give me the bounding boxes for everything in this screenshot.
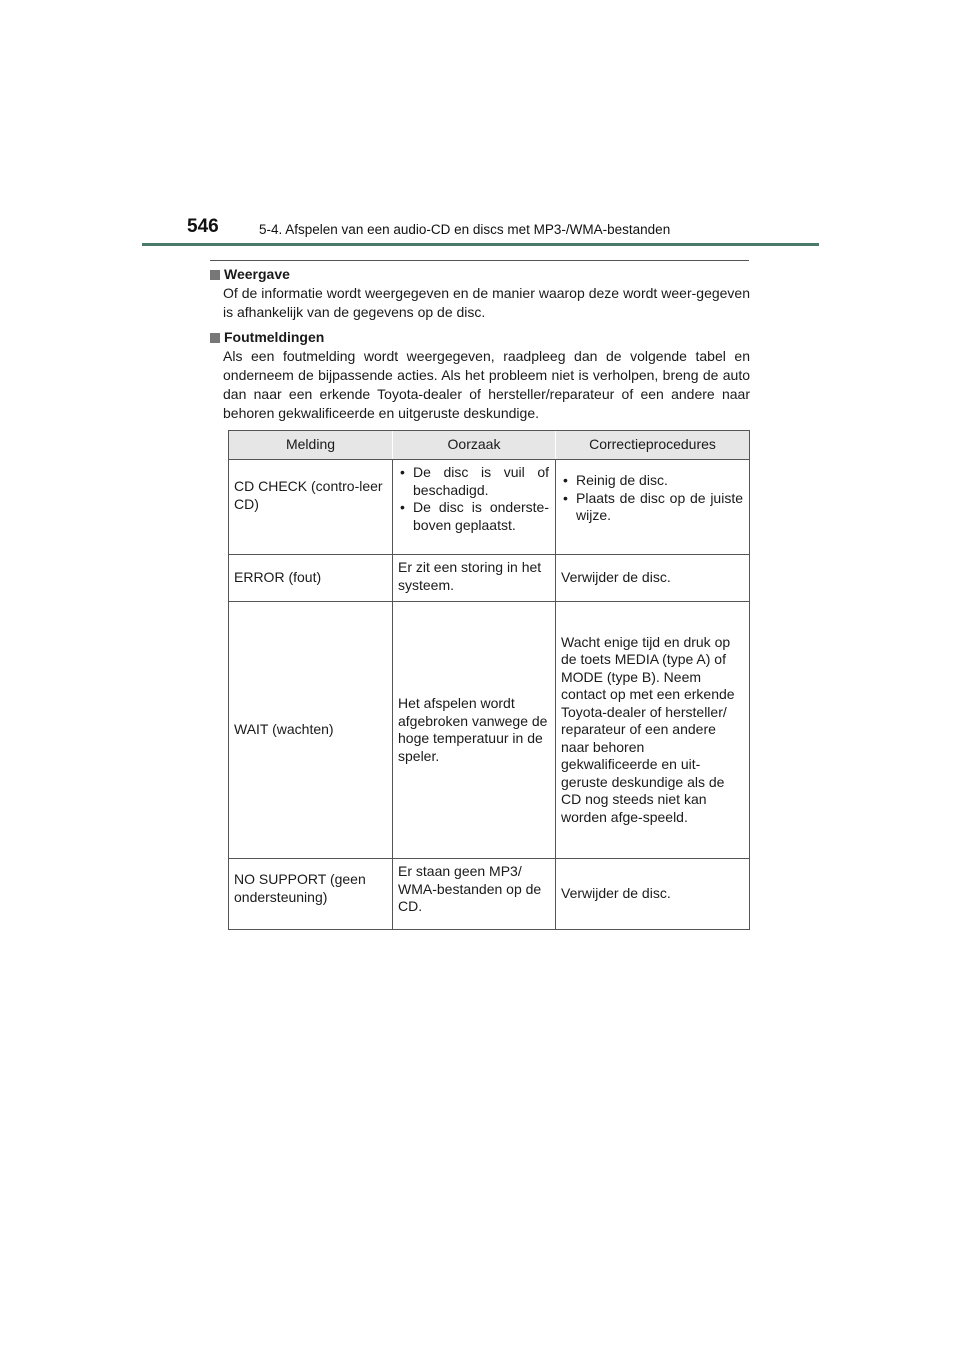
cause-list <box>398 464 549 534</box>
cell-message: ERROR (fout) <box>229 555 393 602</box>
square-bullet-icon <box>210 333 220 343</box>
table-row <box>229 555 750 602</box>
section-title <box>210 328 750 347</box>
running-head: 5-4. Afspelen van een audio-CD en discs met MP3-/WMA-bestanden <box>259 222 671 237</box>
table-row <box>229 460 750 555</box>
cell-fix: Verwijder de disc. <box>556 859 750 930</box>
cell-fix: Wacht enige tijd en druk op de toets MEDIA (type A) of MODE (type B). Neem contact op met een erkende Toyota-dealer of hersteller/ reparateur of een andere naar behoren gekwalificeerde en uit-geruste deskundige als de CD nog steeds niet kan worden afge-speeld. <box>556 602 750 859</box>
cell-cause: Er zit een storing in het systeem. <box>393 555 556 602</box>
cell-cause: Het afspelen wordt afgebroken vanwege de hoge temperatuur in de speler. <box>393 602 556 859</box>
table-row <box>229 602 750 859</box>
table-header-row <box>229 431 750 460</box>
section-body: Als een foutmelding wordt weergegeven, raadpleeg dan de volgende tabel en onderneem de bijpassende acties. Als het probleem niet is verholpen, breng de auto dan naar een erkende Toyota-dealer of hersteller/reparateur of een andere naar behoren gekwalificeerde en uitgeruste deskundige. <box>223 348 750 421</box>
header-rule <box>142 243 819 246</box>
table-row <box>229 859 750 930</box>
list-item: • De disc is vuil of beschadigd. <box>398 464 549 499</box>
square-bullet-icon <box>210 270 220 280</box>
cell-cause <box>393 460 556 555</box>
cell-fix: Verwijder de disc. <box>556 555 750 602</box>
list-item: • De disc is onderste-boven geplaatst. <box>398 499 549 534</box>
section-title-text: Foutmeldingen <box>224 329 325 345</box>
column-header-melding: Melding <box>229 431 393 460</box>
section-title-text: Weergave <box>224 266 290 282</box>
section-weergave <box>210 265 750 322</box>
error-message-table <box>228 430 750 930</box>
fix-list <box>561 472 743 525</box>
cell-cause: Er staan geen MP3/ WMA-bestanden op de CD. <box>393 859 556 930</box>
section-body: Of de informatie wordt weergegeven en de manier waarop deze wordt weer-gegeven is afhankelijk van de gegevens op de disc. <box>223 285 750 320</box>
section-title <box>210 265 750 284</box>
cell-message: CD CHECK (contro-leer CD) <box>229 460 393 555</box>
column-header-correctieprocedures: Correctieprocedures <box>556 431 750 460</box>
section-foutmeldingen <box>210 328 750 423</box>
list-item: • Reinig de disc. <box>561 472 743 490</box>
column-header-oorzaak: Oorzaak <box>393 431 556 460</box>
page-number: 546 <box>187 216 219 237</box>
section-rule <box>210 260 749 261</box>
list-item: • Plaats de disc op de juiste wijze. <box>561 490 743 525</box>
cell-message: NO SUPPORT (geen ondersteuning) <box>229 859 393 930</box>
cell-message: WAIT (wachten) <box>229 602 393 859</box>
cell-fix <box>556 460 750 555</box>
